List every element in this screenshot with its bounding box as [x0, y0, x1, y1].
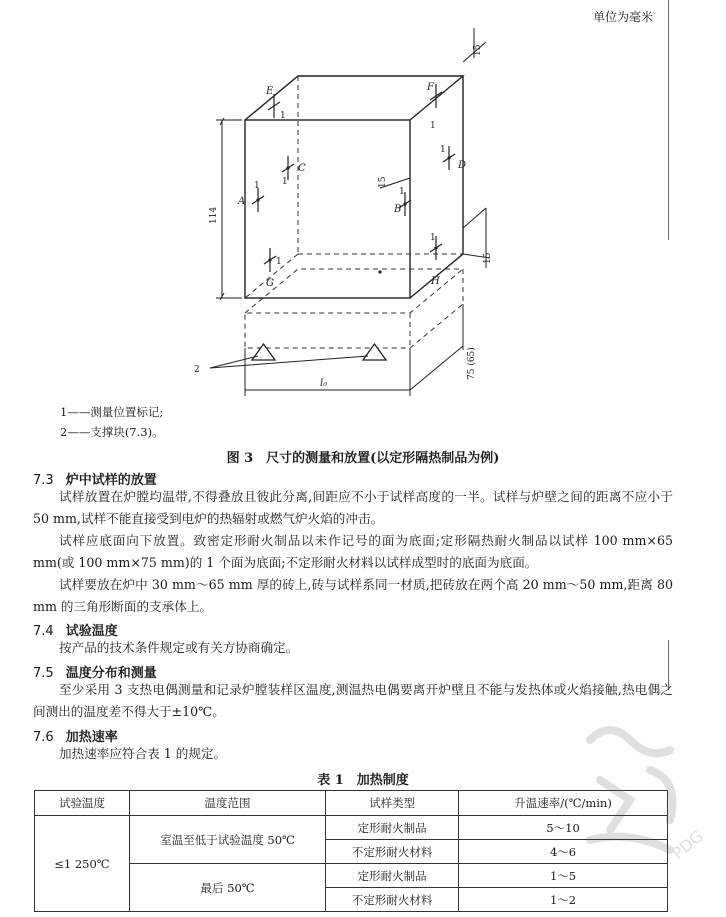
section-heading: 7.3 炉中试样的放置: [33, 473, 157, 488]
legend-item: 1——测量位置标记;: [60, 405, 164, 419]
dim-label-width: 75 (65): [467, 347, 477, 380]
mark-label: 1: [276, 257, 282, 267]
table-header-cell: 温度范围: [129, 791, 325, 816]
type-cell: 定形耐火制品: [326, 864, 459, 888]
rate-cell: 1～2: [459, 888, 668, 912]
table-header-cell: 试样类型: [326, 791, 459, 816]
mark-label: 1: [430, 121, 436, 131]
point-label-A: A: [238, 196, 246, 207]
point-label-H: H: [431, 276, 440, 287]
dim-label-l0: l₀: [320, 378, 328, 389]
point-label-G: G: [266, 278, 274, 289]
range-cell: 室温至低于试验温度 50℃: [129, 816, 325, 864]
point-label-C: C: [298, 163, 306, 174]
point-label-E: E: [266, 86, 274, 97]
watermark-text: PDG: [668, 826, 707, 864]
section-heading: 7.6 加热速率: [33, 730, 118, 745]
figure-caption: 图 3 尺寸的测量和放置(以定形隔热制品为例): [226, 451, 500, 466]
point-label-D: D: [458, 160, 467, 171]
margin-rule: [668, 0, 669, 240]
mark-label: 1: [254, 181, 260, 191]
mark-label: 1: [399, 187, 405, 197]
mark-label: 1: [282, 177, 288, 187]
table-caption: 表 1 加热制度: [317, 773, 409, 788]
table-header-cell: 试验温度: [35, 791, 130, 816]
paragraph: 试样要放在炉中 30 mm～65 mm 厚的砖上,砖与试样系同一材质,把砖放在两个高 20 mm～50 mm,距离 80 mm 的三角形断面的支承体上。: [33, 577, 673, 614]
type-cell: 定形耐火制品: [326, 816, 459, 840]
legend-item: 2——支撑块(7.3)。: [60, 425, 164, 439]
mark-label: 1: [440, 145, 446, 155]
paragraph: 至少采用 3 支热电偶测量和记录炉膛装样区温度,测温热电偶要离开炉壁且不能与发热体或火焰接触,热电偶之间测出的温度差不得大于±10℃。: [33, 682, 673, 719]
dim-label-114: 114: [209, 206, 219, 224]
unit-note: 单位为毫米: [593, 10, 654, 24]
dim-label-15: 15: [473, 44, 483, 56]
section-heading: 7.4 试验温度: [33, 624, 118, 639]
mark-label: 1: [430, 233, 436, 243]
range-cell: 最后 50℃: [129, 864, 325, 912]
paragraph: 按产品的技术条件规定或有关方协商确定。: [59, 640, 299, 655]
type-cell: 不定形耐火材料: [326, 840, 459, 864]
point-label-B: B: [394, 204, 402, 215]
paragraph: 试样应底面向下放置。致密定形耐火制品以未作记号的面为底面;定形隔热耐火制品以试样 100 mm×65 mm(或 100 mm×75 mm)的 1 个面为底面;不定形耐火材料以试样成型时的底面为底面。: [33, 533, 673, 570]
stamp-watermark: [560, 700, 720, 880]
point-label-F: F: [427, 82, 434, 93]
paragraph: 试样放置在炉膛均温带,不得叠放且彼此分离,间距应不小于试样高度的一半。试样与炉壁之间的距离不应小于 50 mm,试样不能直接受到电炉的热辐射或燃气炉火焰的冲击。: [33, 489, 673, 526]
rate-cell: 1～5: [459, 864, 668, 888]
support-label: 2: [194, 365, 200, 375]
rate-cell: 4～6: [459, 840, 668, 864]
test-temp-cell: ≤1 250℃: [35, 816, 130, 912]
paragraph: 加热速率应符合表 1 的规定。: [59, 746, 227, 761]
figure-3-drawing: [180, 28, 510, 398]
rate-cell: 5～10: [459, 816, 668, 840]
support-block: [252, 344, 386, 360]
mark-label: 1: [280, 111, 286, 121]
section-heading: 7.5 温度分布和测量: [33, 666, 157, 681]
dim-label-15: 15: [483, 252, 493, 264]
type-cell: 不定形耐火材料: [326, 888, 459, 912]
table-header-cell: 升温速率/(℃/min): [459, 791, 668, 816]
dim-label-15: 15: [378, 176, 388, 188]
